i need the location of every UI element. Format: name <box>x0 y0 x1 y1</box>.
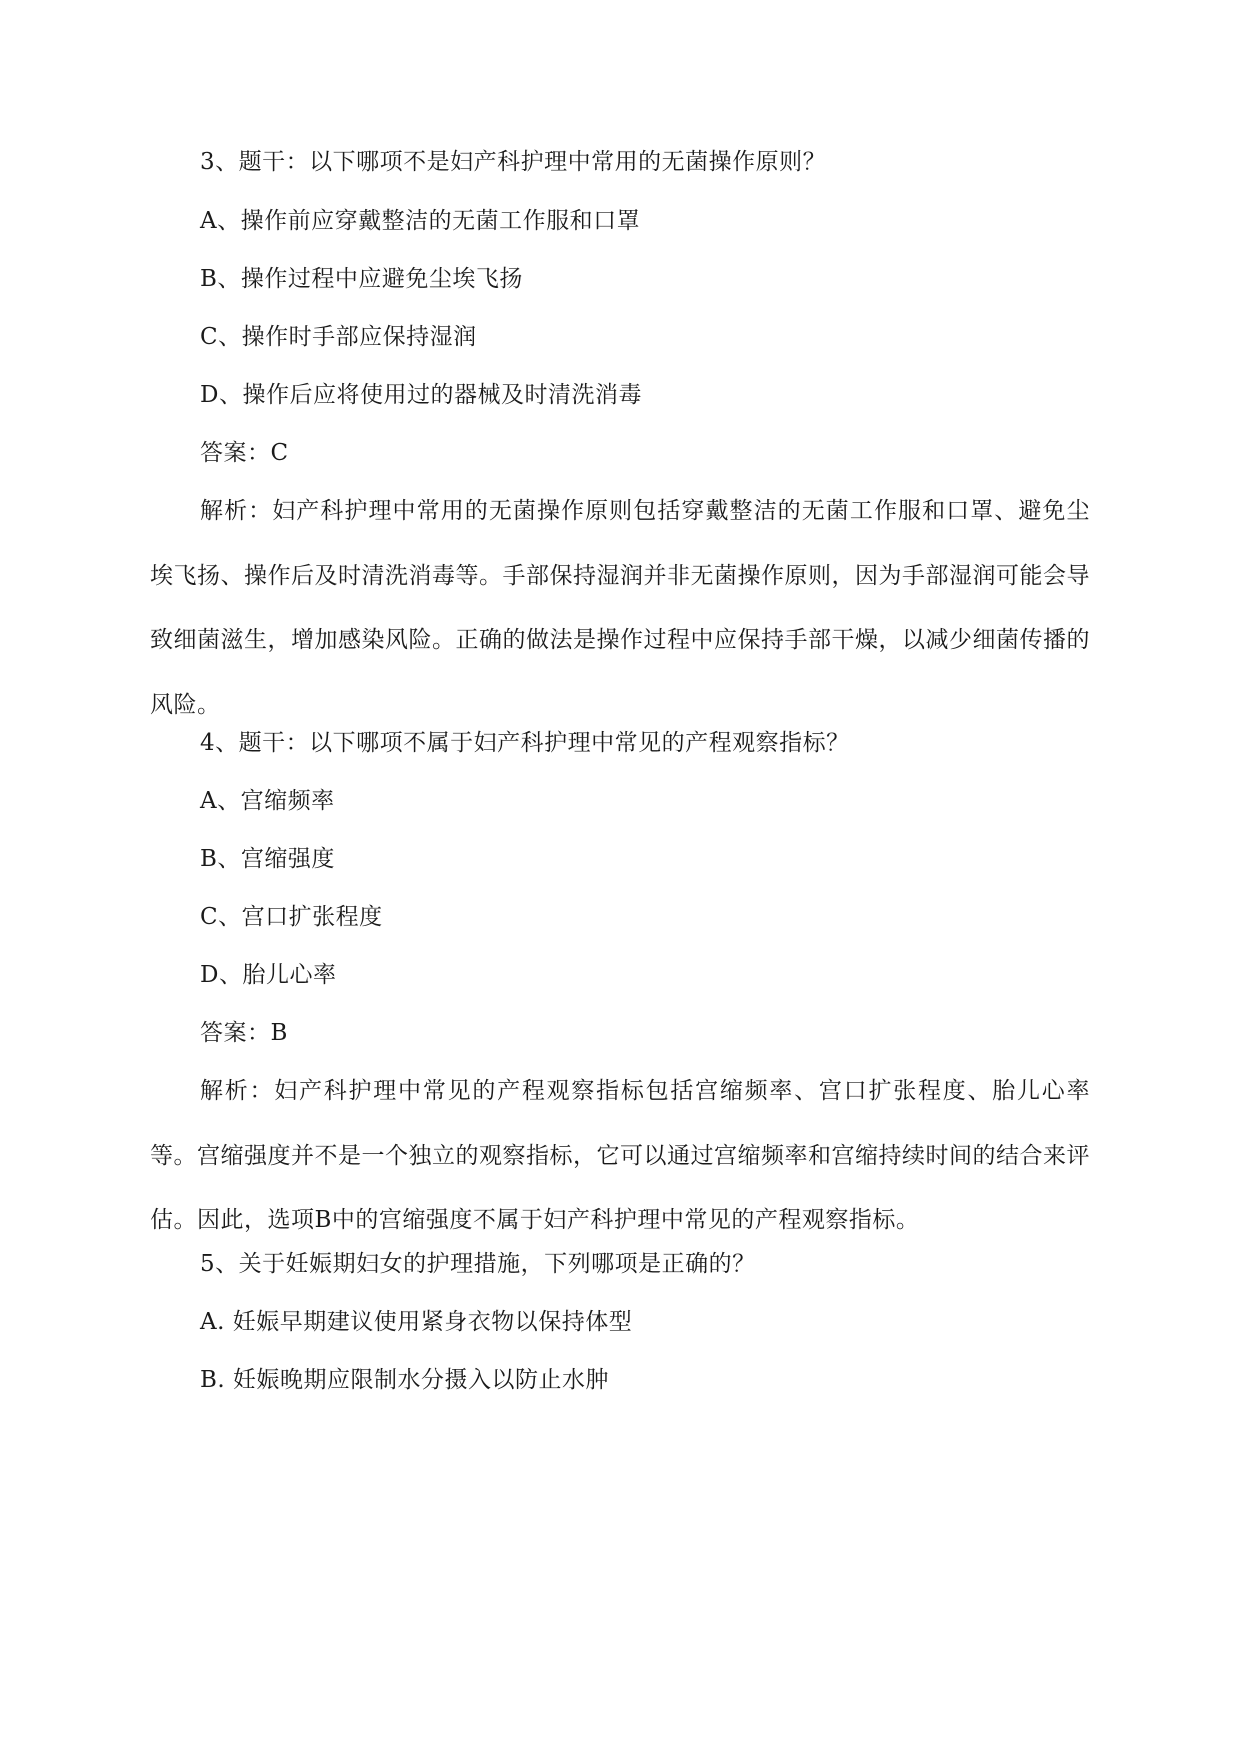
question-4-stem: 4、题干：以下哪项不属于妇产科护理中常见的产程观察指标？ <box>200 730 850 756</box>
question-3-option-a: A、操作前应穿戴整洁的无菌工作服和口罩 <box>200 208 641 234</box>
question-4-option-d: D、胎儿心率 <box>200 962 337 988</box>
question-4-answer: 答案：B <box>200 1020 288 1046</box>
question-5-option-b: B. 妊娠晚期应限制水分摄入以防止水肿 <box>200 1367 610 1393</box>
question-3-stem: 3、题干：以下哪项不是妇产科护理中常用的无菌操作原则？ <box>200 149 827 175</box>
question-3-answer: 答案：C <box>200 440 289 466</box>
question-3-analysis: 解析：妇产科护理中常用的无菌操作原则包括穿戴整洁的无菌工作服和口罩、避免尘埃飞扬、操作后及时清洗消毒等。手部保持湿润并非无菌操作原则，因为手部湿润可能会导致细菌滋生，增加感染风险。正确的做法是操作过程中应保持手部干燥，以减少细菌传播的风险。 <box>150 498 1090 718</box>
question-4-option-a: A、宫缩频率 <box>200 788 335 814</box>
question-4-analysis: 解析：妇产科护理中常见的产程观察指标包括宫缩频率、宫口扩张程度、胎儿心率等。宫缩强度并不是一个独立的观察指标，它可以通过宫缩频率和宫缩持续时间的结合来评估。因此，选项B中的宫缩强度不属于妇产科护理中常见的产程观察指标。 <box>150 1078 1090 1233</box>
question-5-stem: 5、关于妊娠期妇女的护理措施，下列哪项是正确的？ <box>200 1251 756 1277</box>
question-5-option-a: A. 妊娠早期建议使用紧身衣物以保持体型 <box>200 1309 633 1335</box>
question-4-option-b: B、宫缩强度 <box>200 846 335 872</box>
question-3-option-c: C、操作时手部应保持湿润 <box>200 324 477 350</box>
question-3-option-b: B、操作过程中应避免尘埃飞扬 <box>200 266 523 292</box>
question-4-option-c: C、宫口扩张程度 <box>200 904 383 930</box>
question-3-option-d: D、操作后应将使用过的器械及时清洗消毒 <box>200 382 642 408</box>
